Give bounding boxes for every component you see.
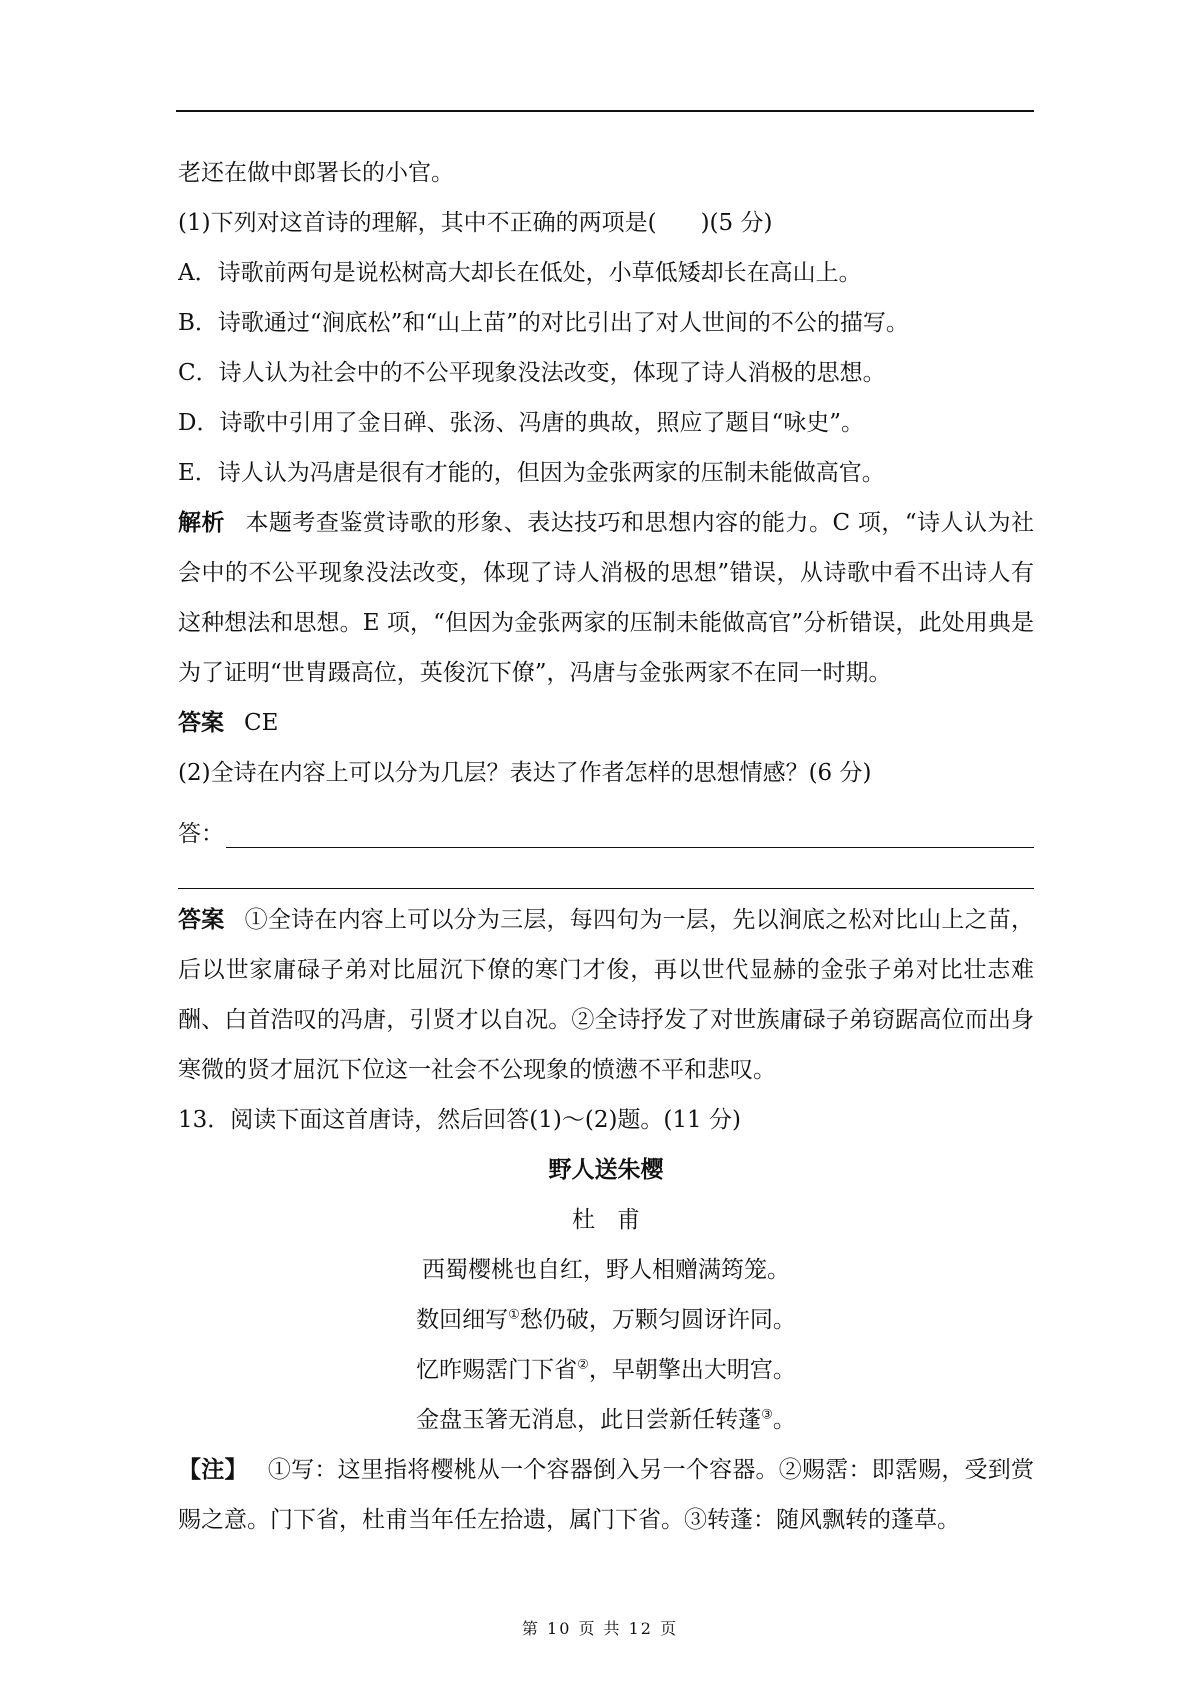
poem-title: 野人送朱樱	[548, 1157, 664, 1183]
analysis-label: 解析	[178, 510, 225, 536]
footnote-mark: ③	[761, 1407, 773, 1423]
question-1-prompt: (1)下列对这首诗的理解，其中不正确的两项是( )(5 分)	[178, 210, 773, 236]
header-rule	[176, 110, 1034, 112]
answer-1-text: CE	[244, 710, 279, 736]
footnote-mark: ②	[577, 1357, 589, 1373]
notes-label: 【注】	[178, 1457, 248, 1483]
poem-line-3: 忆昨赐霑门下省②，早朝擎出大明宫。	[416, 1357, 796, 1383]
analysis-paragraph	[178, 498, 1034, 698]
answer-label: 答案	[178, 710, 224, 736]
answer-1	[178, 698, 1034, 748]
page-footer: 第 10 页 共 12 页	[521, 1619, 679, 1638]
analysis-text: 本题考查鉴赏诗歌的形象、表达技巧和思想内容的能力。C 项，“诗人认为社会中的不公平现象没法改变，体现了诗人消极的思想”错误，从诗歌中看不出诗人有这种想法和思想。E 项，“但因为金张两家的压制未能做高官”分析错误，此处用典是为了证明“世胄蹑高位，英俊沉下僚”，冯唐与金张两家不在同一时期。	[178, 510, 1035, 686]
answer-prefix: 答：	[178, 821, 224, 847]
answer-line-1	[178, 798, 1034, 848]
option-d: D．诗歌中引用了金日䃅、张汤、冯唐的典故，照应了题目“咏史”。	[178, 410, 864, 436]
notes-text: ①写：这里指将樱桃从一个容器倒入另一个容器。②赐霑：即霑赐，受到赏赐之意。门下省，杜甫当年任左拾遗，属门下省。③转蓬：随风飘转的蓬草。	[178, 1457, 1035, 1533]
page-content	[178, 148, 1034, 1545]
question-13-prompt: 13．阅读下面这首唐诗，然后回答(1)～(2)题。(11 分)	[178, 1107, 741, 1133]
poem-line-2: 数回细写①愁仍破，万颗匀圆讶许同。	[416, 1307, 796, 1333]
option-a: A．诗歌前两句是说松树高大却长在低处，小草低矮却长在高山上。	[178, 260, 862, 286]
answer-label: 答案	[178, 907, 225, 933]
poem-line-1: 西蜀樱桃也自红，野人相赠满筠笼。	[422, 1257, 790, 1283]
answer-line-2	[178, 848, 1034, 889]
poem-line-4: 金盘玉箸无消息，此日尝新任转蓬③。	[416, 1407, 796, 1433]
continued-text: 老还在做中郎署长的小官。	[178, 160, 454, 186]
footnote-mark: ①	[508, 1307, 520, 1323]
option-b: B．诗歌通过“涧底松”和“山上苗”的对比引出了对人世间的不公的描写。	[178, 310, 909, 336]
poem-author: 杜甫	[572, 1207, 662, 1233]
answer-2-text: ①全诗在内容上可以分为三层，每四句为一层，先以涧底之松对比山上之苗，后以世家庸碌子弟对比屈沉下僚的寒门才俊，再以世代显赫的金张子弟对比壮志难酬、白首浩叹的冯唐，引贤才以自况。②全诗抒发了对世族庸碌子弟窃踞高位而出身寒微的贤才屈沉下位这一社会不公现象的愤懑不平和悲叹。	[178, 907, 1035, 1083]
answer-underline	[226, 813, 1034, 848]
answer-2-paragraph	[178, 895, 1034, 1095]
option-e: E．诗人认为冯唐是很有才能的，但因为金张两家的压制未能做高官。	[178, 460, 885, 486]
notes-paragraph	[178, 1445, 1034, 1545]
option-c: C．诗人认为社会中的不公平现象没法改变，体现了诗人消极的思想。	[178, 360, 886, 386]
question-2-prompt: (2)全诗在内容上可以分为几层？表达了作者怎样的思想情感？(6 分)	[178, 760, 872, 786]
